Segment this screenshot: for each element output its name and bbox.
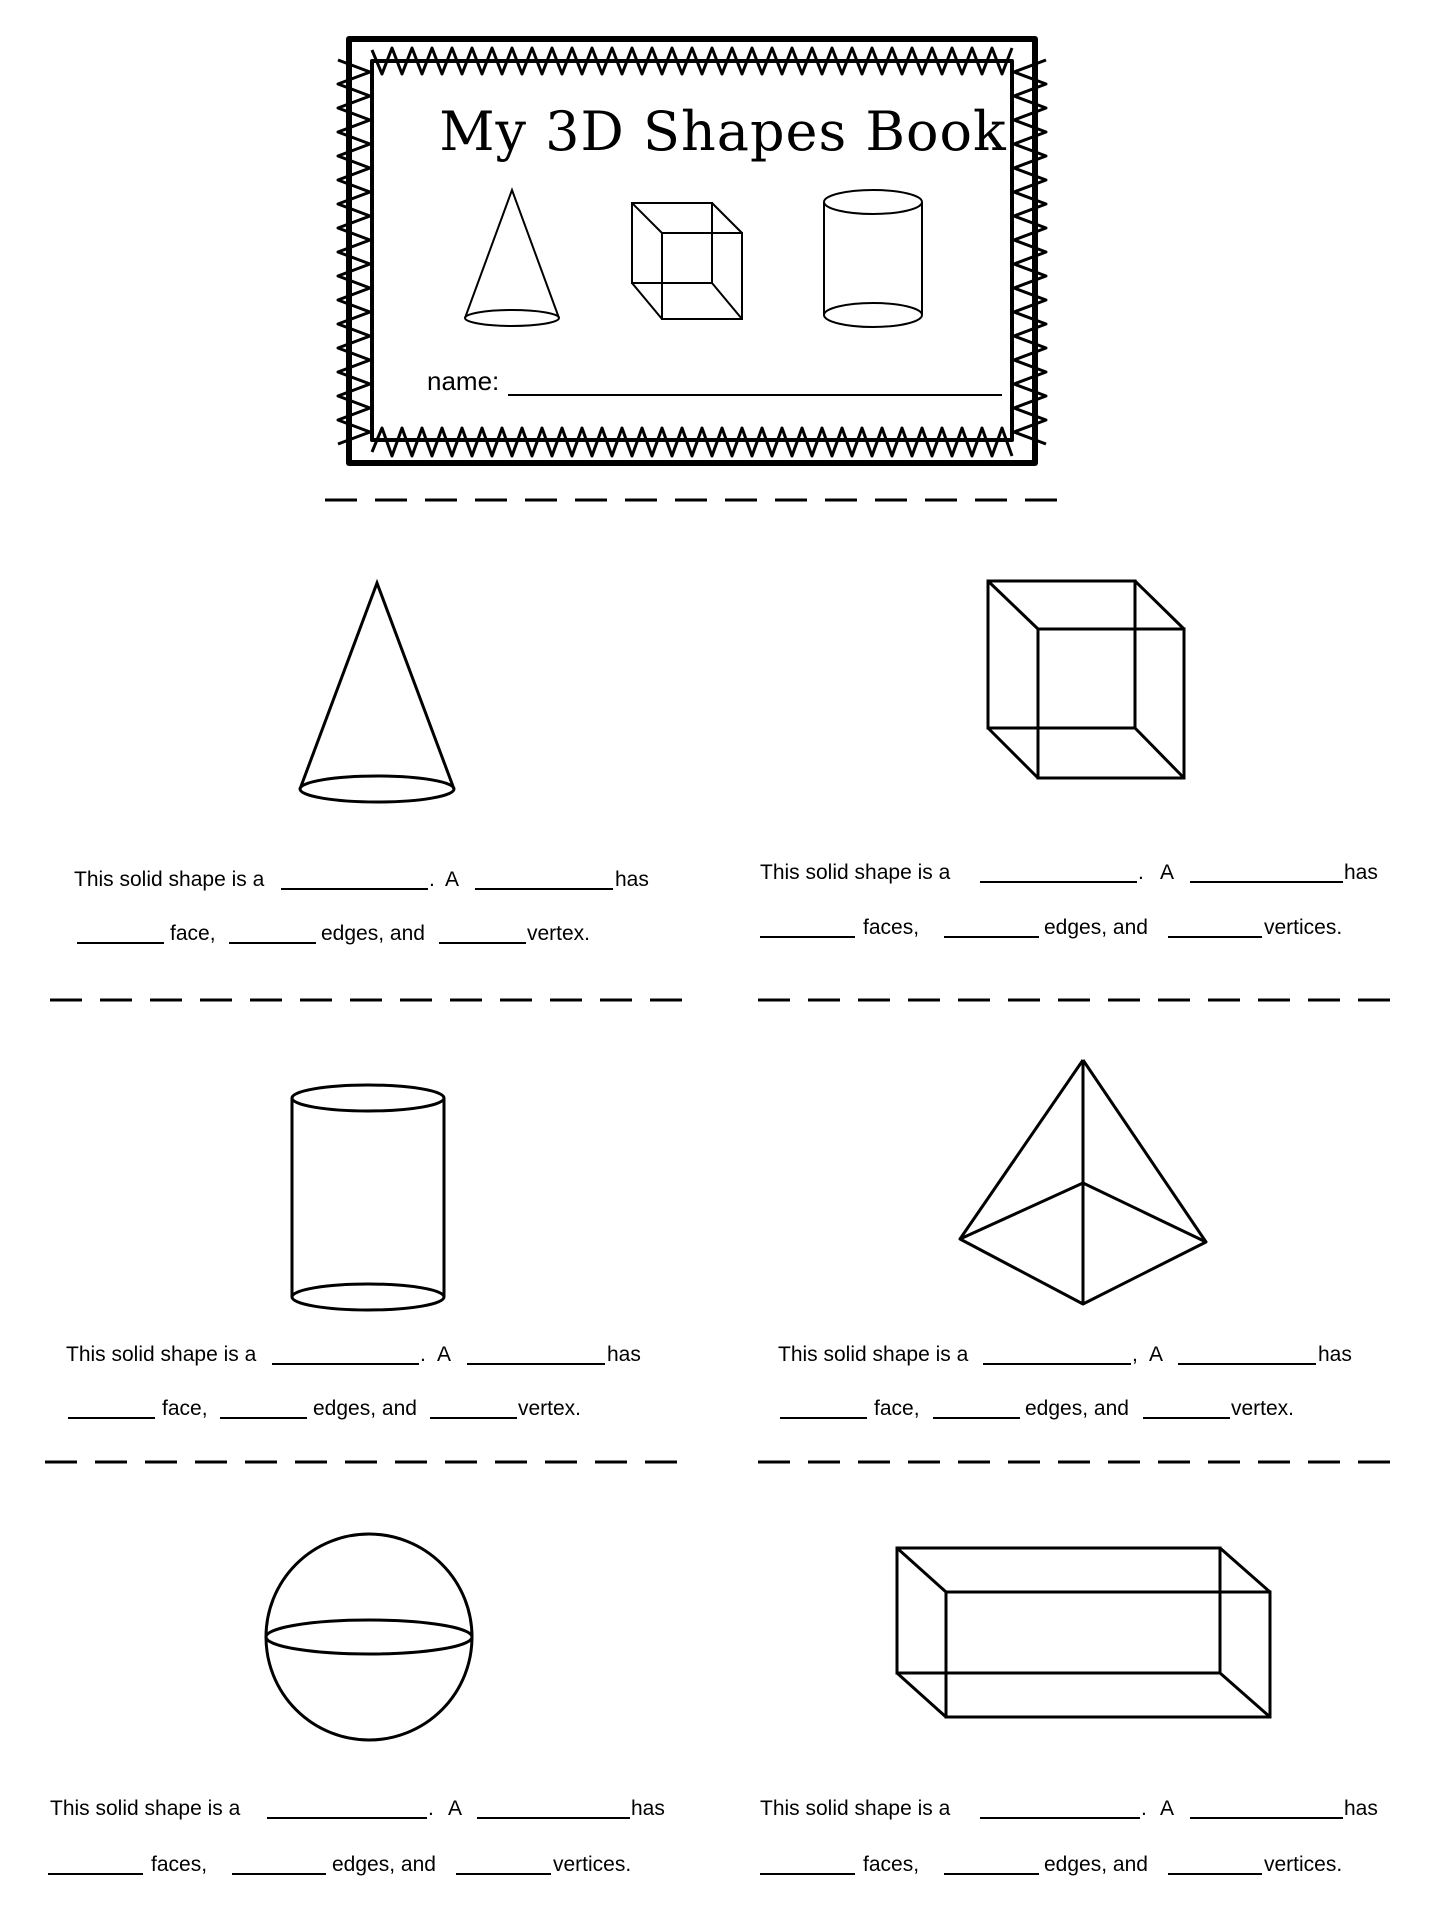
card-line1-article: A	[1149, 1343, 1164, 1366]
cover-cone-icon	[465, 190, 559, 326]
cylinder-shape	[292, 1085, 444, 1310]
name-label: name:	[427, 366, 500, 396]
rectangular-prism-shape	[897, 1548, 1270, 1717]
card-line1-article: A	[448, 1797, 463, 1820]
card-line1-text: This solid shape is a	[50, 1797, 241, 1820]
card-line2-vertices: vertices.	[1264, 916, 1343, 939]
cone-shape	[300, 583, 454, 802]
card-line1-article: A	[437, 1343, 452, 1366]
book-title: My 3D Shapes Book	[439, 100, 1007, 163]
card-line2-vertices: vertices.	[553, 1853, 632, 1876]
card-line1-has: has	[1344, 861, 1378, 884]
card-line2-edges: edges, and	[1044, 1853, 1148, 1876]
card-line1-punct: .	[429, 868, 435, 891]
pyramid-shape	[960, 1060, 1206, 1304]
card-line2-vertices: vertex.	[518, 1397, 582, 1420]
card-line2-faces: face,	[162, 1397, 208, 1420]
card-line2-edges: edges, and	[1025, 1397, 1129, 1420]
card-line1-punct: .	[420, 1343, 426, 1366]
sphere-shape	[266, 1534, 472, 1740]
cover-cylinder-icon	[824, 190, 922, 327]
card-line1-has: has	[631, 1797, 665, 1820]
card-line1-text: This solid shape is a	[74, 868, 265, 891]
card-line2-vertices: vertex.	[527, 922, 591, 945]
card-line1-article: A	[1160, 861, 1175, 884]
card-line1-text: This solid shape is a	[66, 1343, 257, 1366]
card-line2-edges: edges, and	[332, 1853, 436, 1876]
card-line1-punct: .	[1138, 861, 1144, 884]
card-line2-faces: faces,	[863, 1853, 920, 1876]
answer-blanks	[48, 882, 1343, 1874]
card-line1-has: has	[615, 868, 649, 891]
card-line2-vertices: vertices.	[1264, 1853, 1343, 1876]
cube-shape	[988, 581, 1184, 778]
card-line1-has: has	[1318, 1343, 1352, 1366]
card-line1-punct: .	[428, 1797, 434, 1820]
card-line1-article: A	[445, 868, 460, 891]
card-line2-faces: faces,	[151, 1853, 208, 1876]
card-line2-faces: face,	[170, 922, 216, 945]
card-line2-edges: edges, and	[1044, 916, 1148, 939]
cut-lines	[45, 500, 1390, 1462]
card-line1-punct: ,	[1132, 1343, 1138, 1366]
card-line1-text: This solid shape is a	[760, 861, 951, 884]
cover-cube-icon	[632, 203, 742, 319]
card-line2-faces: face,	[874, 1397, 920, 1420]
card-line1-article: A	[1160, 1797, 1175, 1820]
card-line2-edges: edges, and	[321, 922, 425, 945]
card-line1-punct: .	[1141, 1797, 1147, 1820]
card-line1-has: has	[607, 1343, 641, 1366]
card-line1-text: This solid shape is a	[760, 1797, 951, 1820]
card-line2-edges: edges, and	[313, 1397, 417, 1420]
card-line2-vertices: vertex.	[1231, 1397, 1295, 1420]
card-line1-text: This solid shape is a	[778, 1343, 969, 1366]
card-line1-has: has	[1344, 1797, 1378, 1820]
card-line2-faces: faces,	[863, 916, 920, 939]
